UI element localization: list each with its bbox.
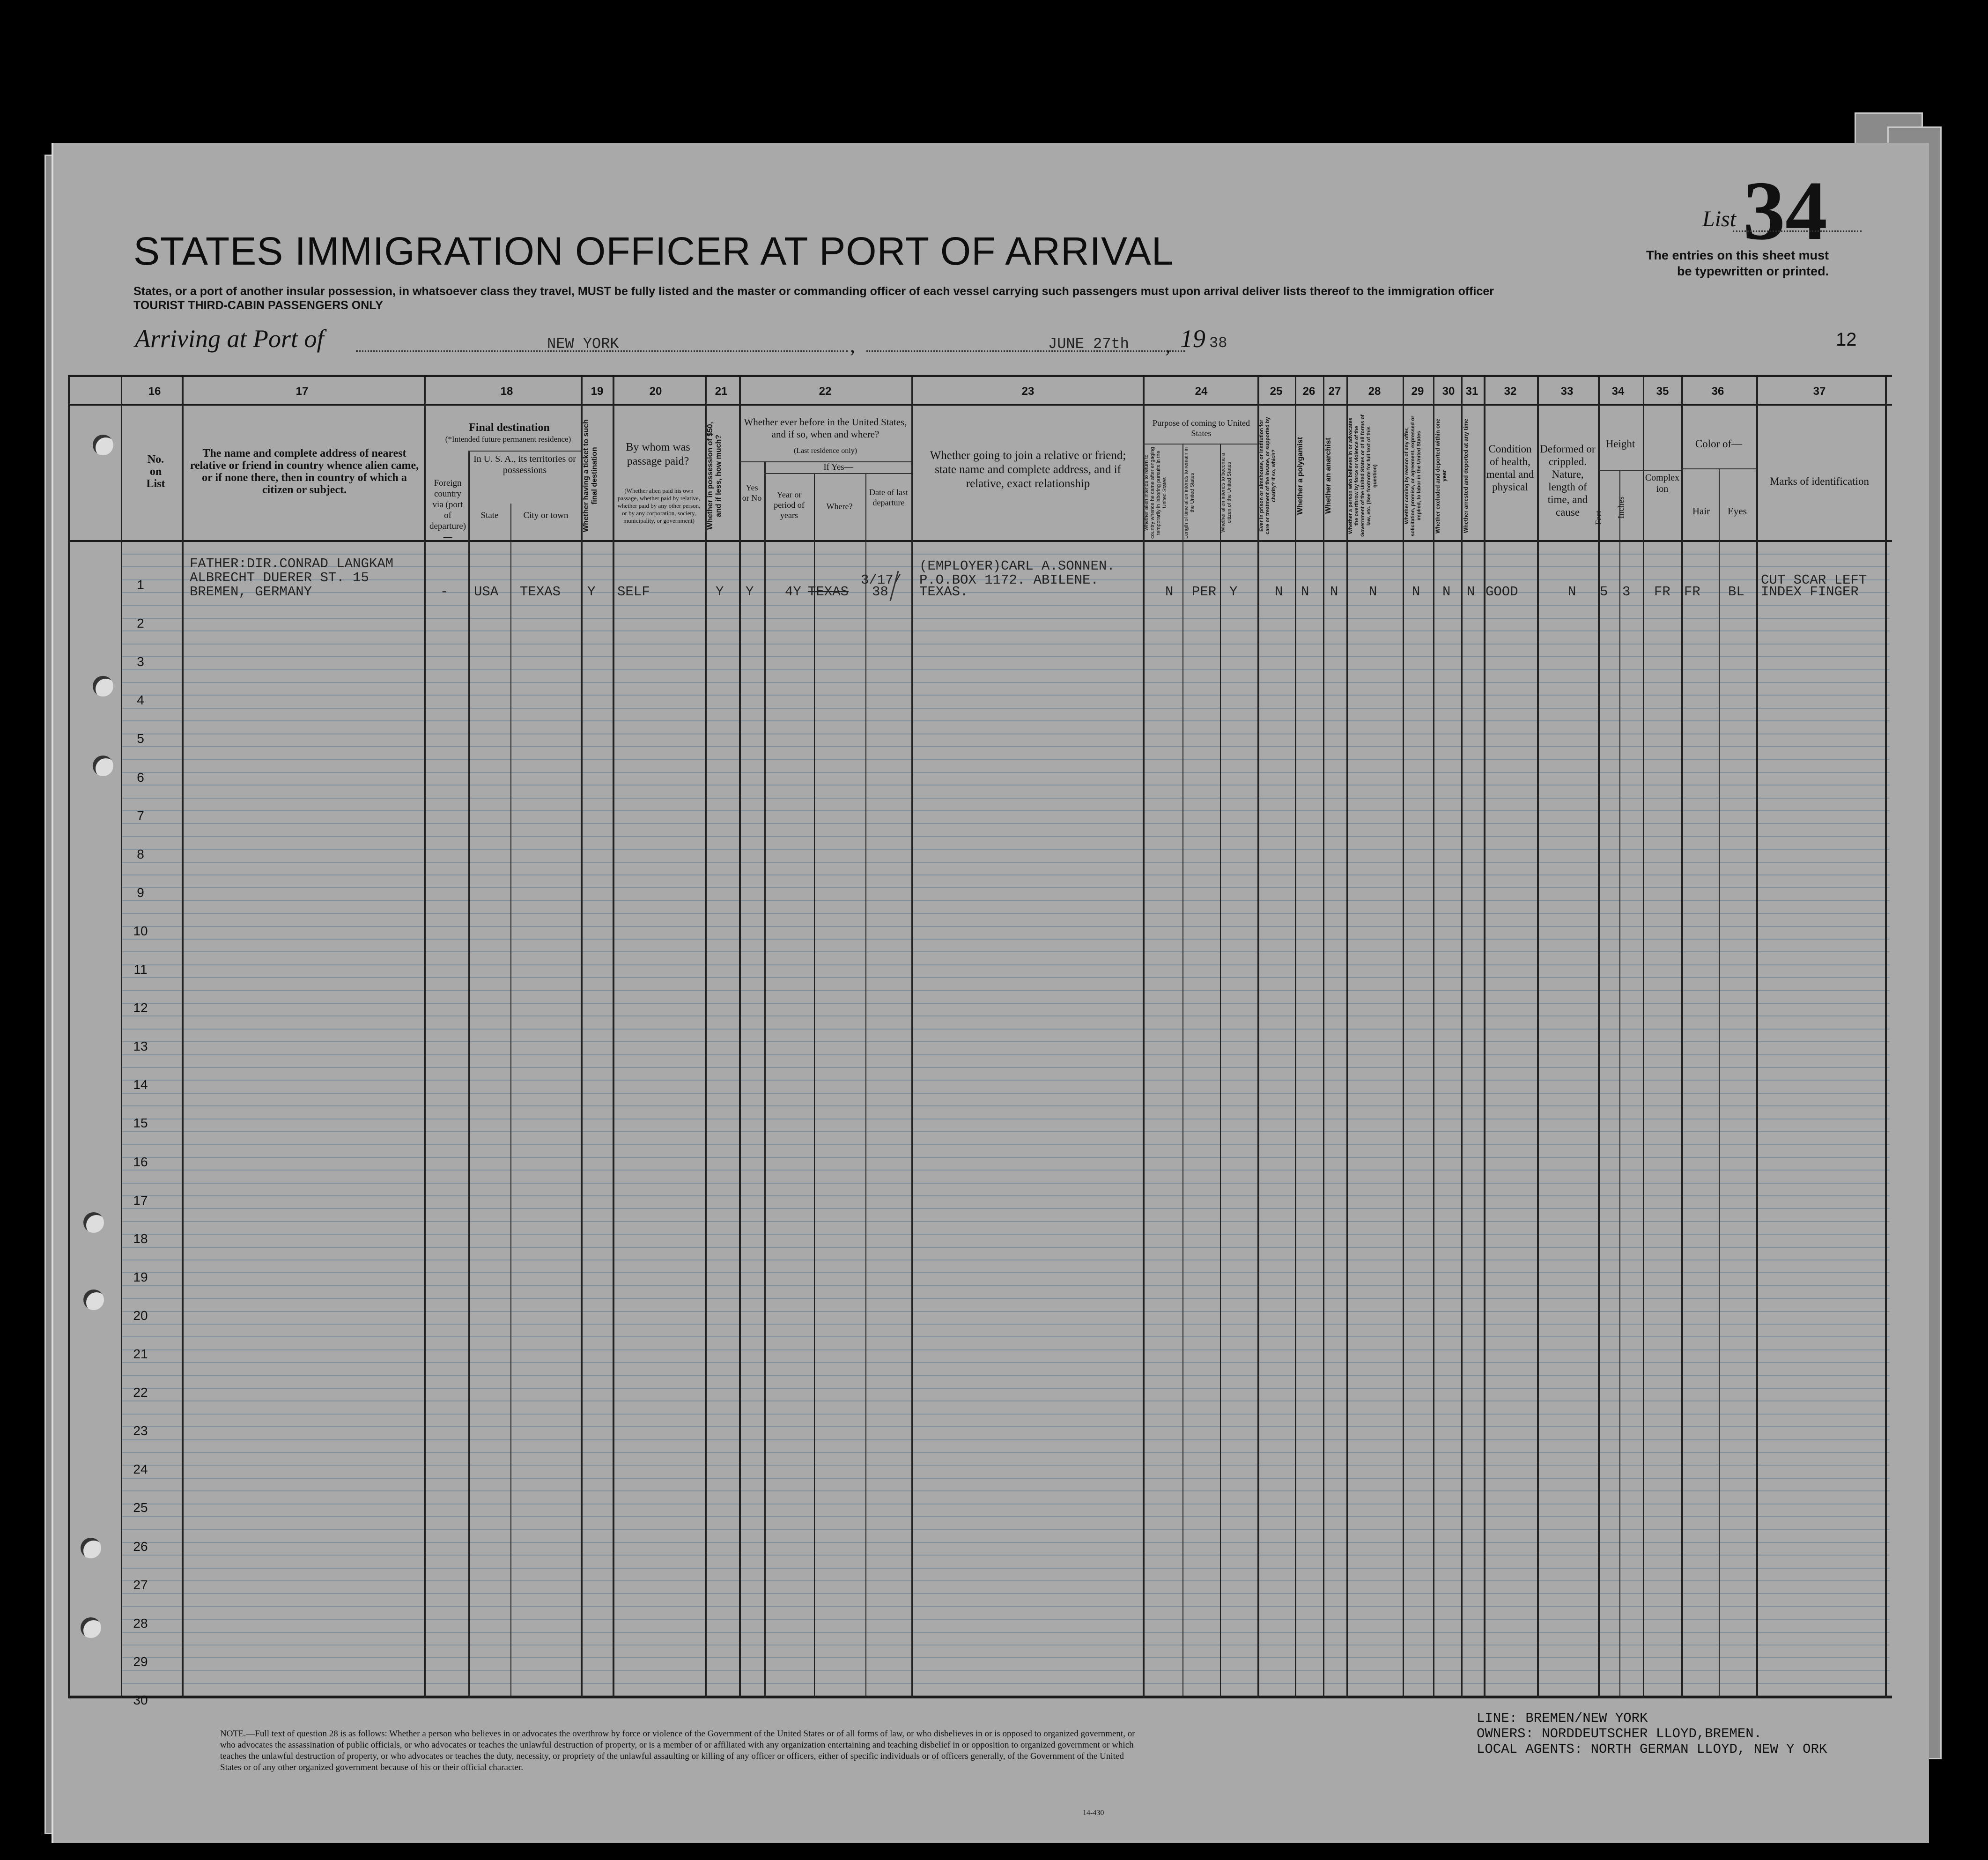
punch-hole [81, 1538, 101, 1558]
ruled-line [122, 810, 1890, 811]
row-number: 14 [133, 1077, 148, 1092]
punch-hole [93, 676, 113, 697]
column-number: 31 [1465, 385, 1478, 398]
column-line [1598, 377, 1600, 1698]
years-value: 4Y [785, 584, 801, 600]
column-line [1433, 377, 1434, 1698]
deformed-value: N [1568, 584, 1576, 600]
sheet-number: 12 [1836, 329, 1857, 350]
arrested-value: N [1467, 584, 1475, 600]
header-foreign-country: Foreign country via (port of departure)— [429, 478, 466, 542]
row-number: 12 [133, 1000, 148, 1015]
ruled-line [122, 1170, 1890, 1171]
column-number: 26 [1302, 385, 1315, 398]
purpose-citizen-value: Y [1229, 584, 1238, 600]
ruled-line [122, 1593, 1890, 1594]
ruled-line [122, 1105, 1890, 1106]
departure-date-value: 38 [872, 584, 888, 600]
passenger-class-line: TOURIST THIRD-CABIN PASSENGERS ONLY [133, 299, 383, 312]
row-number: 18 [133, 1231, 148, 1246]
row-number: 3 [137, 654, 144, 669]
ruled-line [122, 1093, 1890, 1094]
page-title: STATES IMMIGRATION OFFICER AT PORT OF ARRIVAL [133, 229, 1174, 273]
column-number: 34 [1611, 385, 1625, 398]
ruled-line [122, 695, 1890, 696]
punch-hole [81, 1617, 101, 1638]
prison-value: N [1275, 584, 1283, 600]
column-number: 19 [591, 385, 604, 398]
row-number: 10 [133, 923, 148, 938]
column-line [1719, 468, 1720, 1698]
ruled-line [122, 605, 1890, 606]
header-hair: Hair [1692, 505, 1710, 517]
ruled-line [122, 1054, 1890, 1055]
column-line [510, 504, 511, 1698]
punch-hole [93, 756, 113, 776]
inches-value: 3 [1622, 584, 1631, 600]
row-number: 5 [137, 731, 144, 746]
column-line [764, 461, 766, 1698]
hair-value: FR [1684, 584, 1700, 600]
row-number: 9 [137, 885, 144, 900]
ruled-line [122, 964, 1890, 965]
purpose-length-value: PER [1192, 584, 1217, 600]
ruled-line [122, 1670, 1890, 1671]
column-line [1484, 377, 1485, 1698]
header-purpose-a: Whether alien intends to return to country whence he came after engaging temporarily in laboring pursuits in the United States [1144, 447, 1168, 539]
header-purpose-c: Whether alien intends to become a citizen of the United States [1220, 453, 1232, 533]
ruled-line [122, 990, 1890, 991]
column-line [424, 377, 426, 1698]
column-number: 27 [1328, 385, 1341, 398]
column-line [121, 377, 122, 1698]
ruled-line [122, 1452, 1890, 1453]
header-eyes: Eyes [1728, 505, 1747, 517]
column-number: 16 [148, 385, 161, 398]
header-height: Height [1605, 438, 1635, 450]
ruled-line [122, 1516, 1890, 1517]
subheader-divider [1143, 444, 1257, 445]
ruled-line [122, 836, 1890, 837]
header-q28: Whether a person who believes in or advocates the overthrow by force or violence of the Government of the United States or of all forms of law, etc. (See footnote for full text of this question) [1348, 415, 1378, 537]
header-relative-address: The name and complete address of nearest relative or friend in country whence alien came, or if none there, then in country of which a citizen or subject. [190, 447, 419, 496]
purpose-return-value: N [1165, 584, 1174, 600]
header-purpose-b: Length of time alien intends to remain in the United States [1183, 447, 1195, 539]
header-health: Condition of health, mental and physical [1486, 443, 1534, 493]
ruled-line [122, 1041, 1890, 1042]
ruled-line [122, 1555, 1890, 1556]
row-number: 1 [137, 578, 144, 592]
port-value: NEW YORK [547, 335, 619, 353]
ruled-line [122, 1478, 1890, 1479]
complexion-value: FR [1654, 584, 1670, 600]
header-if-yes: If Yes— [823, 462, 853, 472]
column-number: 23 [1021, 385, 1035, 398]
ruled-line [122, 1208, 1890, 1209]
row-number: 6 [137, 770, 144, 785]
column-line [581, 377, 583, 1698]
ruled-line [122, 1619, 1890, 1620]
column-number: 18 [500, 385, 513, 398]
header-city: City or town [523, 511, 569, 520]
header-final-destination: Final destination [469, 422, 550, 434]
excluded-value: N [1442, 584, 1451, 600]
row-number: 29 [133, 1654, 148, 1669]
header-no-on-list: No. on List [146, 453, 165, 490]
header-excluded: Whether excluded and deported within one year [1434, 418, 1448, 534]
form-number: 14-430 [1083, 1809, 1104, 1817]
column-number: 37 [1813, 385, 1826, 398]
anarchist-value: N [1330, 584, 1338, 600]
ruled-line [122, 849, 1890, 850]
q28-value: N [1369, 584, 1377, 600]
row-number: 21 [133, 1347, 148, 1361]
ruled-line [122, 682, 1890, 683]
ruled-line [122, 1144, 1890, 1145]
ruled-line [122, 798, 1890, 799]
header-passage-paid: By whom was passage paid? [626, 441, 690, 467]
header-years: Year or period of years [774, 490, 805, 520]
ruled-line [122, 951, 1890, 952]
ruled-line [122, 1349, 1890, 1350]
column-number: 17 [296, 385, 309, 398]
subheader-divider [1681, 468, 1756, 469]
header-before-in-us: Whether ever before in the United States, and if so, when and where? [744, 416, 907, 440]
ruled-line [122, 939, 1890, 940]
join-relative-line: TEXAS. [919, 584, 968, 600]
ruled-line [122, 887, 1890, 888]
ruled-line [122, 669, 1890, 670]
ruled-line [122, 1247, 1890, 1248]
header-inches: Inches [1616, 496, 1626, 519]
ruled-line [122, 630, 1890, 631]
column-number: 25 [1270, 385, 1283, 398]
row-number: 24 [133, 1462, 148, 1477]
column-number: 20 [649, 385, 662, 398]
ruled-line [122, 913, 1890, 914]
year-prefix: 19 [1180, 325, 1205, 353]
ruled-line [122, 1183, 1890, 1184]
column-line [1619, 470, 1620, 1698]
column-line [1643, 377, 1644, 1698]
ruled-line [122, 1568, 1890, 1569]
row-number: 19 [133, 1269, 148, 1284]
row-number: 20 [133, 1308, 148, 1323]
row-number: 26 [133, 1539, 148, 1554]
entries-note [1646, 247, 1829, 279]
column-line [1143, 377, 1145, 1698]
ruled-line [122, 772, 1890, 773]
list-label: List [1702, 207, 1737, 231]
column-line [1403, 377, 1404, 1698]
arriving-label: Arriving at Port of [135, 325, 324, 353]
ruled-line [122, 1388, 1890, 1389]
ruled-line [122, 554, 1890, 555]
list-underline [1733, 230, 1862, 232]
ruled-line [122, 862, 1890, 863]
column-number: 21 [715, 385, 728, 398]
row-number: 25 [133, 1500, 148, 1515]
entries-note-line: be typewritten or printed. [1677, 264, 1829, 278]
ruled-line [122, 1414, 1890, 1415]
city-value: TEXAS [520, 584, 561, 600]
ruled-line [122, 1683, 1890, 1684]
ruled-line [122, 1542, 1890, 1543]
ruled-line [122, 1029, 1890, 1030]
column-number: 29 [1411, 385, 1424, 398]
ruled-line [122, 1285, 1890, 1286]
header-deformed: Deformed or crippled. Nature, length of time, and cause [1540, 443, 1596, 518]
ruled-line [122, 1657, 1890, 1658]
polygamist-value: N [1301, 584, 1309, 600]
punch-hole [93, 435, 113, 455]
ruled-line [122, 746, 1890, 747]
relative-address-line: ALBRECHT DUERER ST. 15 [190, 570, 369, 585]
ruled-line [122, 1131, 1890, 1132]
header-q29: Whether coming by reason of any offer, solicitation, promise, or agreement, expressed or implied, to labor in the United States [1404, 415, 1422, 536]
line-value: LINE: BREMEN/NEW YORK [1477, 1711, 1648, 1726]
footnote: NOTE.—Full text of question 28 is as follows: Whether a person who believes in or advocates the overthrow by force or violence of the Government of the United States or of all forms of law, or who disbelieves in or is opposed to organized government, or who advocates the assassination of public officials, or who advocates or teaches the unlawful destruction of property, or is a member of or affiliated with any organization entertaining and teaching disbelief in or opposition to organized government or which teaches the unlawful destruction of property, or who advocates or teaches the duty, necessity, or propriety of the unlawful assaulting or killing of any officer or officers, either of specific individuals or of officers generally, of the Government of the United States or of any other organized government because of his or their official character. [220, 1729, 1135, 1772]
ticket-value: Y [587, 584, 596, 600]
column-number: 28 [1368, 385, 1381, 398]
ruled-line [122, 1580, 1890, 1581]
ruled-line [122, 618, 1890, 619]
feet-value: 5 [1600, 584, 1608, 600]
comma: , [1165, 334, 1170, 357]
column-line [865, 473, 866, 1698]
ruled-line [122, 644, 1890, 645]
line-info [1477, 1711, 1827, 1757]
ruled-line [122, 1606, 1890, 1607]
row-number: 17 [133, 1193, 148, 1208]
date-value: JUNE 27th [1048, 335, 1129, 353]
header-date-departure: Date of last departure [869, 488, 908, 507]
column-line [814, 473, 815, 1698]
ruled-line [122, 759, 1890, 760]
row-number: 11 [133, 962, 148, 977]
manifest-sheet [52, 143, 1929, 1843]
agents-value: LOCAL AGENTS: NORTH GERMAN LLOYD, NEW Y ORK [1477, 1741, 1827, 1757]
ruled-line [122, 656, 1890, 657]
fifty-dollars-value: Y [716, 584, 724, 600]
header-marks: Marks of identification [1769, 475, 1870, 487]
column-number: 22 [819, 385, 832, 398]
header-last-residence: (Last residence only) [793, 447, 857, 455]
column-number: 36 [1711, 385, 1724, 398]
ruled-line [122, 1003, 1890, 1004]
row-number: 4 [137, 693, 144, 708]
list-number: 34 [1743, 164, 1827, 257]
column-number: 32 [1504, 385, 1517, 398]
column-number: 35 [1656, 385, 1669, 398]
before-in-us-value: Y [746, 584, 754, 600]
table-bottom-border [68, 1696, 1892, 1698]
ruled-line [122, 1157, 1890, 1158]
relative-address-line: FATHER:DIR.CONRAD LANGKAM [190, 556, 394, 571]
ruled-line [122, 1336, 1890, 1337]
ruled-line [122, 1362, 1890, 1363]
table-top-border [68, 375, 1892, 377]
instructions-line: States, or a port of another insular possession, in whatsoever class they travel, MUST be fully listed and the master or commanding officer of each vessel carrying such passengers must upon arrival deliver lists thereof to the immigration officer [133, 285, 1494, 298]
header-prison: Ever in prison or almshouse, or institution for care or treatment of the insane, or supported by charity? If so, which? [1259, 417, 1277, 535]
column-line [1885, 377, 1887, 1698]
row-number: 23 [133, 1423, 148, 1438]
column-line [1220, 444, 1221, 1698]
owners-value: OWNERS: NORDDEUTSCHER LLOYD,BREMEN. [1477, 1726, 1762, 1741]
column-line [1323, 377, 1324, 1698]
ruled-line [122, 1324, 1890, 1325]
row-number: 28 [133, 1615, 148, 1630]
header-divider [68, 540, 1892, 542]
health-value: GOOD [1485, 584, 1518, 600]
column-line [1681, 377, 1683, 1698]
punch-hole [83, 1289, 104, 1310]
marks-line: CUT SCAR LEFT [1761, 572, 1867, 588]
header-yes-no: Yes or No [742, 483, 762, 503]
relative-address-line: BREMEN, GERMANY [190, 584, 312, 600]
ruled-line [122, 1465, 1890, 1466]
ruled-line [122, 1529, 1890, 1530]
ruled-line [122, 1015, 1890, 1016]
ruled-line [122, 1439, 1890, 1440]
column-number: 24 [1195, 385, 1208, 398]
column-line [182, 377, 184, 1698]
paid-by-value: SELF [617, 584, 650, 600]
column-number: 33 [1560, 385, 1574, 398]
ruled-line [122, 977, 1890, 978]
comma: , [850, 334, 855, 357]
column-line [1182, 444, 1183, 1698]
marks-line: INDEX FINGER [1761, 584, 1859, 600]
header-fifty-dollars: Whether in possession of $50, and if less, how much? [706, 422, 723, 530]
header-ticket: Whether having a ticket to such final destination [582, 419, 599, 533]
year-suffix: 38 [1209, 334, 1227, 352]
column-line [68, 377, 70, 1698]
header-final-destination-note: (*Intended future permanent residence) [445, 435, 571, 444]
column-line [468, 451, 470, 1698]
header-arrested: Whether arrested and deported at any time [1463, 418, 1469, 534]
ruled-line [122, 1067, 1890, 1068]
state-value: USA [474, 584, 499, 600]
header-passage-paid-note: (Whether alien paid his own passage, whether paid by relative, whether paid by any other person, or by any corporation, society, municipality, or government) [617, 487, 701, 524]
entries-note-line: The entries on this sheet must [1646, 248, 1829, 262]
ruled-line [122, 900, 1890, 901]
header-purpose: Purpose of coming to United States [1153, 418, 1250, 438]
column-line [739, 377, 741, 1698]
row-number: 15 [133, 1116, 148, 1131]
ruled-line [122, 1632, 1890, 1633]
punch-hole [83, 1212, 104, 1233]
column-line [705, 377, 707, 1698]
subheader-divider [1599, 470, 1681, 471]
ruled-line [122, 708, 1890, 709]
column-line [1756, 377, 1758, 1698]
row-number: 2 [137, 616, 144, 631]
column-line [1295, 377, 1296, 1698]
column-line [1537, 377, 1539, 1698]
date-underline [866, 350, 1185, 352]
header-complexion: Complexion [1645, 473, 1680, 494]
column-line [1346, 377, 1348, 1698]
ruled-line [122, 1490, 1890, 1491]
ruled-line [122, 1272, 1890, 1273]
header-in-usa: In U. S. A., its territories or possessions [473, 454, 576, 475]
ruled-line [122, 1195, 1890, 1196]
row-number: 7 [137, 808, 144, 823]
ruled-line [122, 874, 1890, 875]
row-number: 27 [133, 1577, 148, 1592]
join-relative-line: P.O.BOX 1172. ABILENE. [919, 572, 1099, 588]
row-number: 13 [133, 1039, 148, 1054]
ruled-line [122, 720, 1890, 721]
subheader-divider [468, 451, 581, 452]
row-number: 22 [133, 1385, 148, 1400]
eyes-value: BL [1728, 584, 1744, 600]
ruled-line [122, 823, 1890, 824]
row-number: 30 [133, 1692, 148, 1707]
ruled-line [122, 1298, 1890, 1299]
header-anarchist: Whether an anarchist [1324, 437, 1332, 514]
ruled-line [122, 1221, 1890, 1222]
header-where: Where? [826, 502, 853, 511]
header-polygamist: Whether a polygamist [1296, 437, 1304, 515]
header-state: State [480, 511, 499, 520]
column-number-divider [68, 404, 1892, 406]
row-number: 8 [137, 846, 144, 861]
ruled-line [122, 1375, 1890, 1376]
ruled-line [122, 1311, 1890, 1312]
row-number: 16 [133, 1154, 148, 1169]
ruled-line [122, 1426, 1890, 1427]
column-line [613, 377, 614, 1698]
column-number: 30 [1442, 385, 1455, 398]
join-relative-line: (EMPLOYER)CARL A.SONNEN. [919, 558, 1115, 574]
departure-date-value: 3/17/ [861, 572, 902, 588]
foreign-country-value: - [440, 584, 449, 600]
column-line [911, 377, 913, 1698]
ruled-line [122, 926, 1890, 927]
ruled-line [122, 1080, 1890, 1081]
header-color-of: Color of— [1695, 438, 1743, 450]
where-value: TEXAS [808, 584, 849, 600]
column-line [1257, 377, 1259, 1698]
header-feet: Feet [1594, 511, 1603, 525]
ruled-line [122, 1234, 1890, 1235]
header-join-relative: Whether going to join a relative or friend; state name and complete address, and if relative, exact relationship [930, 449, 1126, 490]
column-line [1461, 377, 1463, 1698]
q29-value: N [1412, 584, 1420, 600]
